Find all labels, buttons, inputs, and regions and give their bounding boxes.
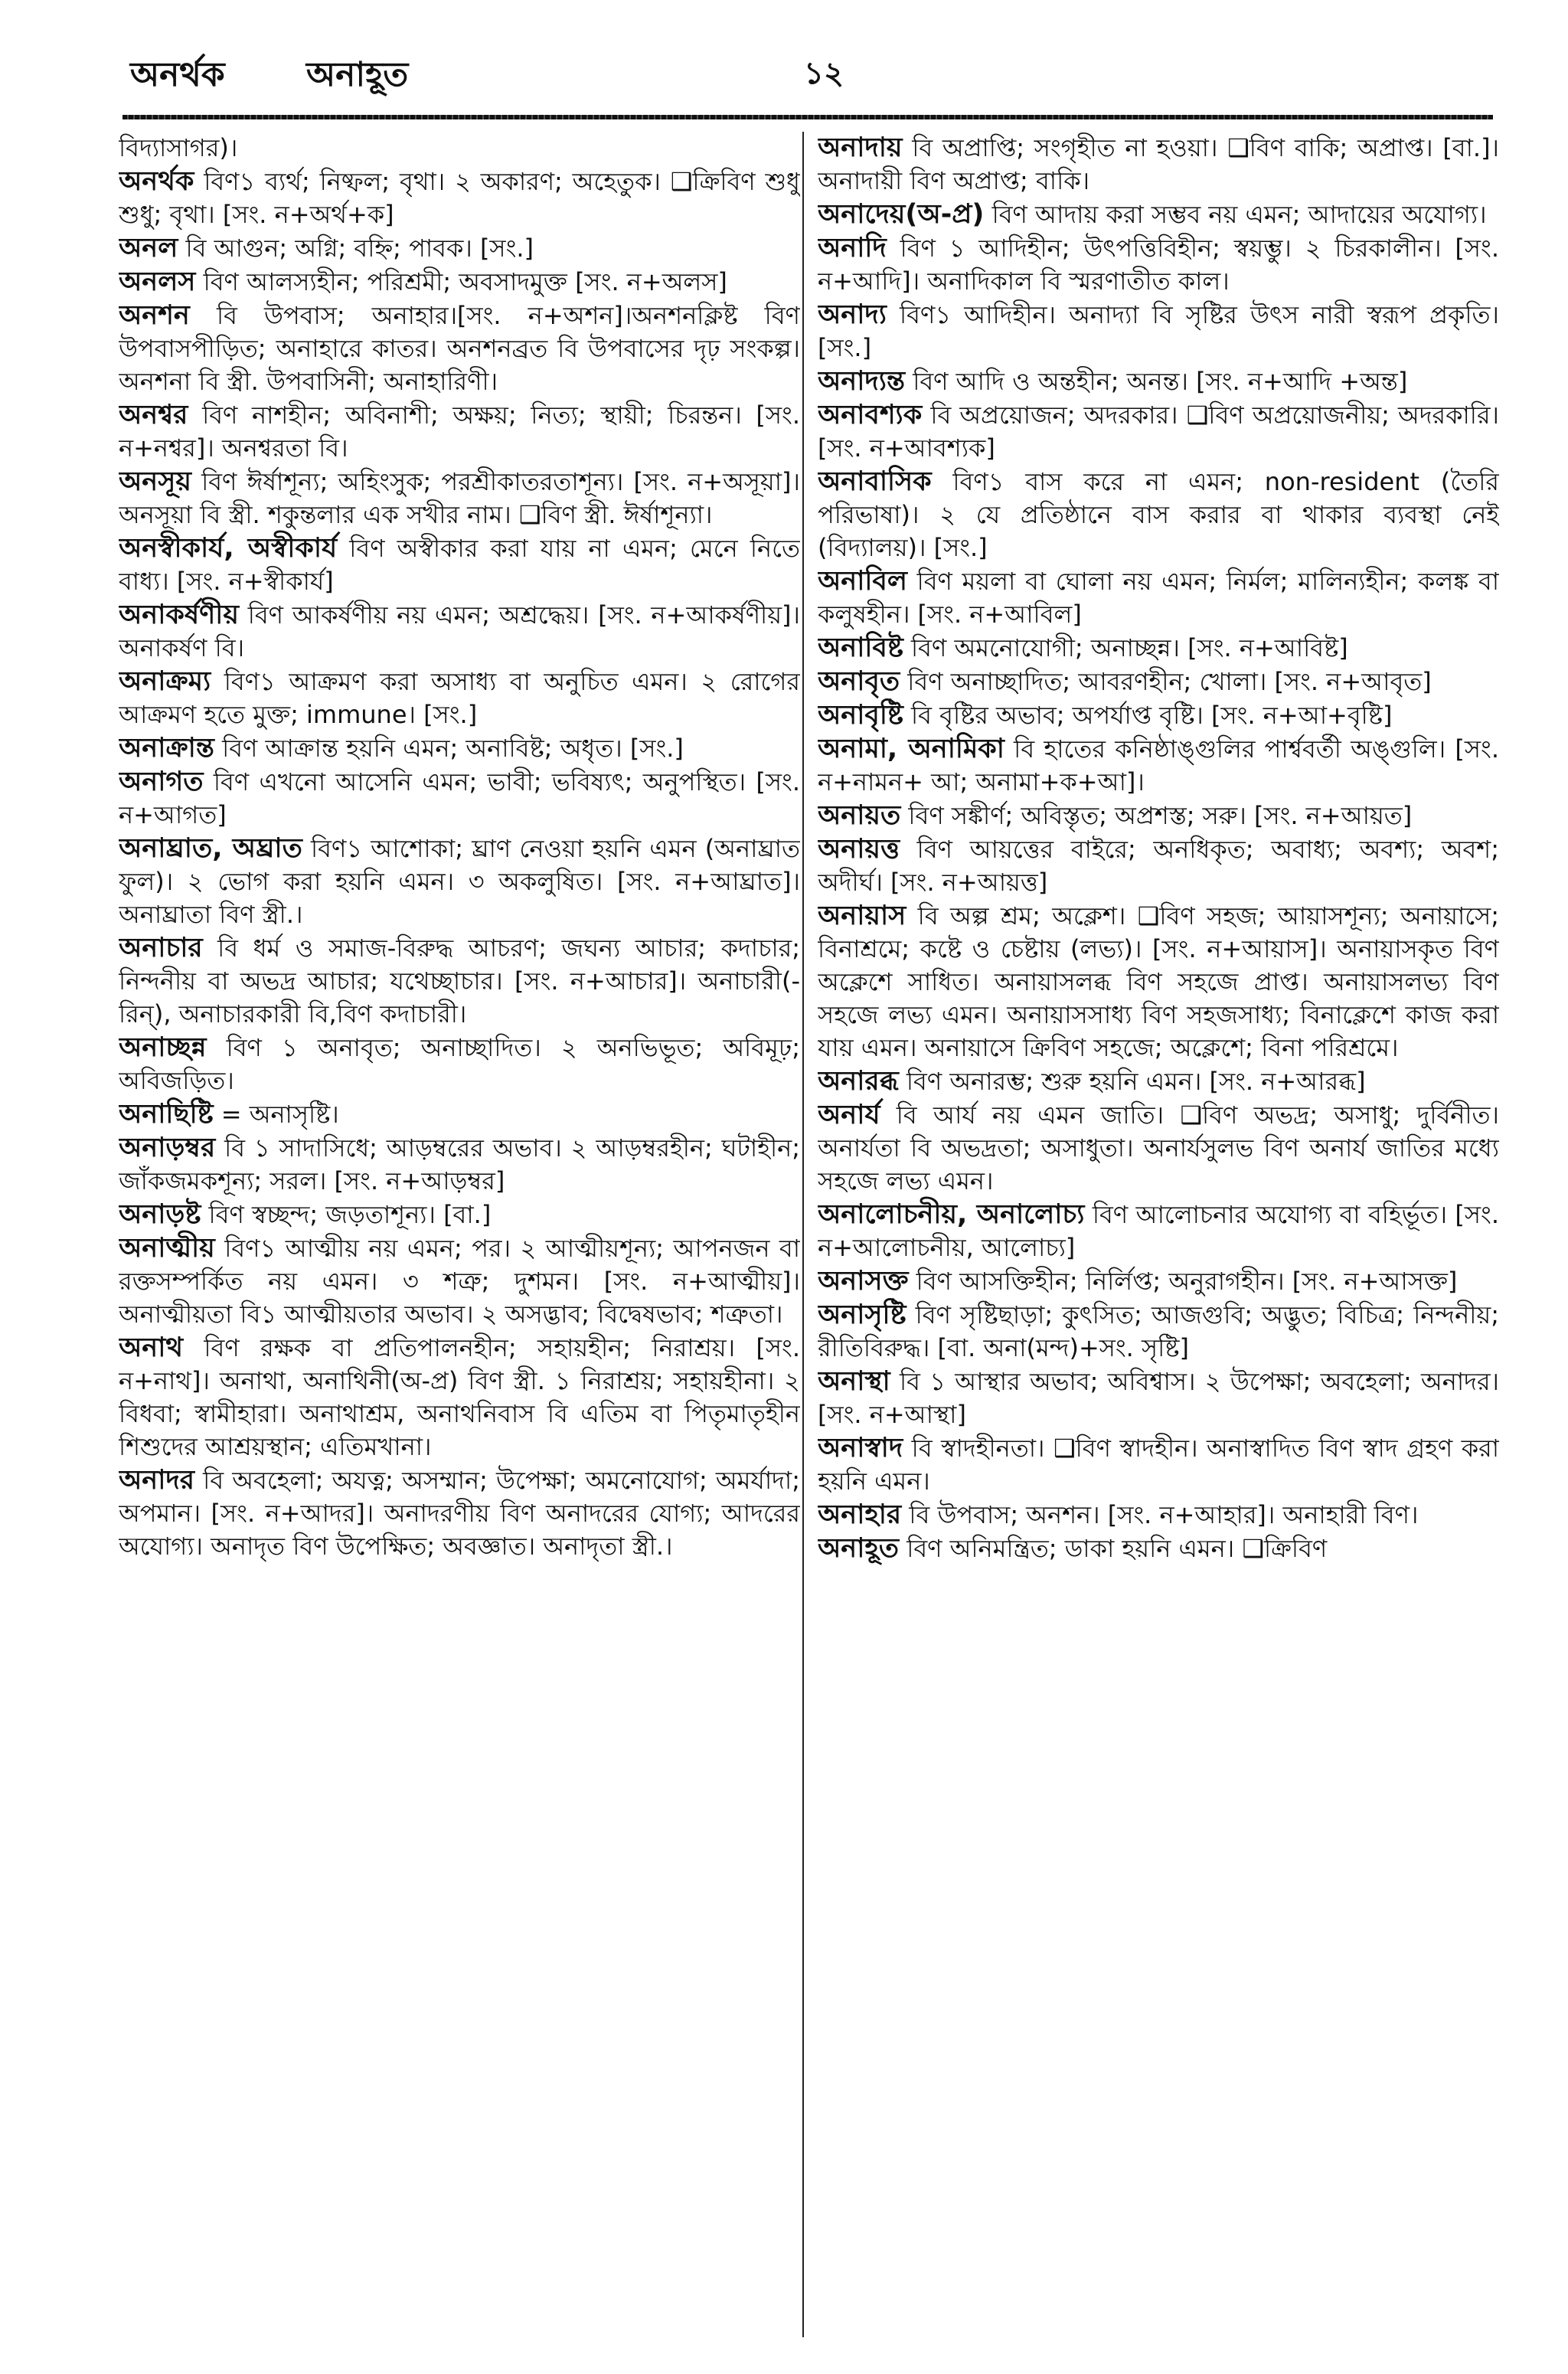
entry-headword: অনাস্বাদ	[818, 1433, 903, 1463]
entry-headword: অনল	[119, 233, 178, 263]
entry-headword: অনারব্ধ	[818, 1066, 899, 1097]
entry-definition: = অনাসৃষ্টি।	[213, 1100, 339, 1129]
entry-definition: বি অপ্রাপ্তি; সংগৃহীত না হওয়া। ❑বিণ বাকি; অপ্রাপ্ত। [বা.]। অনাদায়ী বিণ অপ্রাপ্ত; বাকি।	[818, 133, 1499, 195]
entry-definition: বি স্বাদহীনতা। ❑বিণ স্বাদহীন। অনাস্বাদিত বিণ স্বাদ গ্রহণ করা হয়নি এমন।	[818, 1434, 1499, 1496]
entry-headword: অনাদেয়(অ-প্র)	[818, 199, 985, 230]
dictionary-entry	[818, 900, 1499, 1064]
entry-definition: বি ১ আস্থার অভাব; অবিশ্বাস। ২ উপেক্ষা; অবহেলা; অনাদর। [সং. ন+আস্থা]	[818, 1367, 1499, 1429]
entry-headword: অনাবিল	[818, 566, 907, 597]
entry-definition: বিণ সঙ্কীর্ণ; অবিস্তৃত; অপ্রশস্ত; সরু। [সং. ন+আয়ত]	[900, 801, 1413, 830]
entry-headword: অনায়ত	[818, 800, 901, 831]
entry-headword: অনশন	[119, 300, 190, 331]
guide-word-last: অনাহূত	[306, 55, 409, 94]
entry-definition: বিণ ১ আদিহীন; উৎপত্তিবিহীন; স্বয়ম্ভু। ২ চিরকালীন। [সং. ন+আদি]। অনাদিকাল বি স্মরণাতীত কাল।	[818, 234, 1499, 296]
entry-definition: বিণ অনাচ্ছাদিত; আবরণহীন; খোলা। [সং. ন+আবৃত]	[900, 667, 1432, 696]
entry-definition: বিদ্যাসাগর)।	[119, 133, 238, 162]
dictionary-entry	[818, 1532, 1499, 1565]
dictionary-entry	[119, 232, 800, 265]
entry-headword: অনামা, অনামিকা	[818, 734, 1004, 764]
entry-definition: বি হাতের কনিষ্ঠাঙ্গুলির পার্শ্ববর্তী অঙ্গুলি। [সং. ন+নামন+ আ; অনামা+ক+আ]।	[818, 734, 1499, 796]
dictionary-entry	[119, 299, 800, 398]
entry-headword: অনাবৃত	[818, 666, 900, 697]
dictionary-entry	[818, 365, 1499, 398]
entry-definition: বিণ আলোচনার অযোগ্য বা বহির্ভূত। [সং. ন+আলোচনীয়, আলোচ্য]	[818, 1200, 1499, 1262]
entry-headword: অনাবশ্যক	[818, 400, 923, 430]
entry-headword: অনাবাসিক	[818, 466, 932, 497]
entry-headword: অনাদর	[119, 1465, 194, 1496]
entry-definition: বিণ ময়লা বা ঘোলা নয় এমন; নির্মল; মালিন্যহীন; কলঙ্ক বা কলুষহীন। [সং. ন+আবিল]	[818, 567, 1499, 629]
dictionary-entry	[119, 132, 800, 165]
entry-headword: অনর্থক	[119, 166, 194, 197]
entry-headword: অনাগত	[119, 767, 204, 797]
entry-headword: অনাকর্ষণীয়	[119, 600, 239, 630]
entry-definition: বিণ১ ব্যর্থ; নিষ্ফল; বৃথা। ২ অকারণ; অহেতুক। ❑ক্রিবিণ শুধু শুধু; বৃথা। [সং. ন+অর্থ+ক]	[119, 167, 800, 229]
entry-definition: বিণ আয়ত্তের বাইরে; অনধিকৃত; অবাধ্য; অবশ্য; অবশ; অদীর্ঘ। [সং. ন+আয়ত্ত]	[818, 835, 1499, 897]
dictionary-entry	[818, 733, 1499, 799]
entry-headword: অনাড়ম্বর	[119, 1133, 216, 1163]
dictionary-entry	[818, 466, 1499, 564]
entry-definition: বিণ১ আক্রমণ করা অসাধ্য বা অনুচিত এমন। ২ রোগের আক্রমণ হতে মুক্ত; immune। [সং.]	[119, 667, 800, 729]
dictionary-entry	[818, 232, 1499, 298]
entry-headword: অনাক্রান্ত	[119, 733, 214, 764]
dictionary-entry	[818, 132, 1499, 198]
entry-definition: বিণ অনারম্ভ; শুরু হয়নি এমন। [সং. ন+আরব্ধ]	[898, 1067, 1366, 1096]
entry-headword: অনায়াস	[818, 901, 906, 931]
entry-headword: অনাড়ষ্ট	[119, 1199, 201, 1230]
entry-definition: বিণ আক্রান্ত হয়নি এমন; অনাবিষ্ট; অধৃত। [সং.]	[214, 734, 684, 763]
entry-headword: অনাদি	[818, 233, 887, 263]
entry-headword: অনাবৃষ্টি	[818, 700, 903, 731]
dictionary-entry	[119, 1332, 800, 1463]
entry-headword: অনস্বীকার্য, অস্বীকার্য	[119, 533, 338, 564]
entry-definition: বি উপবাস; অনশন। [সং. ন+আহার]। অনাহারী বিণ।	[901, 1500, 1419, 1529]
dictionary-entry	[119, 466, 800, 531]
dictionary-entry	[818, 1299, 1499, 1365]
guide-word-first: অনর্থক	[130, 55, 225, 94]
entry-headword: অনাহার	[818, 1499, 902, 1530]
entry-definition: বিণ আলস্যহীন; পরিশ্রমী; অবসাদমুক্ত [সং. ন+অলস]	[195, 267, 727, 296]
entry-definition: বি আর্য নয় এমন জাতি। ❑বিণ অভদ্র; অসাধু; দুর্বিনীত। অনার্যতা বি অভদ্রতা; অসাধুতা। অনার্যসুলভ বিণ অনার্য জাতির মধ্যে সহজে লভ্য এমন।	[818, 1100, 1499, 1195]
dictionary-entry	[119, 766, 800, 832]
page-header	[130, 44, 1485, 113]
entry-headword: অনাছিষ্টি	[119, 1099, 214, 1130]
page-number: ১২	[804, 56, 844, 91]
entry-headword: অনাদায়	[818, 132, 903, 163]
entry-headword: অনাহূত	[818, 1533, 900, 1564]
dictionary-entry	[119, 599, 800, 665]
dictionary-entry	[818, 632, 1499, 665]
entry-definition: বিণ আসক্তিহীন; নির্লিপ্ত; অনুরাগহীন। [সং. ন+আসক্ত]	[908, 1267, 1458, 1296]
entry-definition: বি অল্প শ্রম; অক্লেশ। ❑বিণ সহজ; আয়াসশূন্য; অনায়াসে; বিনাশ্রমে; কষ্টে ও চেষ্টায় (লভ্য)। [সং. ন+আয়াস]। অনায়াসকৃত বিণ অক্লেশে সাধিত। অনায়াসলব্ধ বিণ সহজে প্রাপ্ত। অনায়াসলভ্য বিণ সহজে লভ্য এমন। অনায়াসসাধ্য বিণ সহজসাধ্য; বিনাক্লেশে কাজ করা যায় এমন। অনায়াসে ক্রিবিণ সহজে; অক্লেশে; বিনা পরিশ্রমে।	[818, 901, 1499, 1062]
entry-definition: বিণ সৃষ্টিছাড়া; কুৎসিত; আজগুবি; অদ্ভুত; বিচিত্র; নিন্দনীয়; রীতিবিরুদ্ধ। [বা. অনা(মন্দ)+সং. সৃষ্টি]	[818, 1300, 1499, 1362]
entry-definition: বিণ অস্বীকার করা যায় না এমন; মেনে নিতে বাধ্য। [সং. ন+স্বীকার্য]	[119, 534, 800, 596]
entry-headword: অনাথ	[119, 1333, 184, 1363]
entry-headword: অনাঘ্রাত, অঘ্রাত	[119, 833, 302, 864]
entry-headword: অনাবিষ্ট	[818, 633, 903, 663]
dictionary-entry	[119, 832, 800, 931]
entry-headword: অনাসৃষ্টি	[818, 1300, 906, 1330]
dictionary-entry	[119, 1232, 800, 1331]
entry-definition: বিণ১ আত্মীয় নয় এমন; পর। ২ আত্মীয়শূন্য; আপনজন বা রক্তসম্পর্কিত নয় এমন। ৩ শত্রু; দুশমন। [সং. ন+আত্মীয়]। অনাত্মীয়তা বি১ আত্মীয়তার অভাব। ২ অসদ্ভাব; বিদ্বেষভাব; শত্রুতা।	[119, 1234, 800, 1329]
dictionary-entry	[818, 1499, 1499, 1532]
header-rule	[122, 115, 1493, 119]
dictionary-entry	[818, 1265, 1499, 1298]
entry-definition: বি উপবাস; অনাহার।[সং. ন+অশন]।অনশনক্লিষ্ট বিণ উপবাসপীড়িত; অনাহারে কাতর। অনশনব্রত বি উপবাসের দৃঢ় সংকল্প। অনশনা বি স্ত্রী. উপবাসিনী; অনাহারিণী।	[119, 301, 800, 396]
entry-headword: অনশ্বর	[119, 400, 188, 430]
dictionary-entry	[818, 1065, 1499, 1098]
entry-definition: বিণ স্বচ্ছন্দ; জড়তাশূন্য। [বা.]	[201, 1200, 492, 1229]
dictionary-entry	[119, 732, 800, 765]
entry-definition: বিণ আদায় করা সম্ভব নয় এমন; আদায়ের অযোগ্য।	[984, 200, 1487, 229]
dictionary-entry	[818, 833, 1499, 899]
entry-headword: অনাদ্য	[818, 299, 887, 330]
dictionary-entry	[818, 1099, 1499, 1198]
entry-definition: বিণ ১ অনাবৃত; অনাচ্ছাদিত। ২ অনভিভূত; অবিমূঢ়; অবিজড়িত।	[119, 1033, 800, 1095]
entry-definition: বিণ অনিমন্ত্রিত; ডাকা হয়নি এমন। ❑ক্রিবিণ	[899, 1534, 1328, 1563]
entry-headword: অনাস্থা	[818, 1366, 890, 1397]
dictionary-entry	[818, 1365, 1499, 1431]
dictionary-entry	[119, 1464, 800, 1563]
dictionary-entry	[119, 399, 800, 465]
entry-headword: অনাচার	[119, 933, 203, 963]
dictionary-entry	[119, 1098, 800, 1131]
entry-definition: বি ধর্ম ও সমাজ-বিরুদ্ধ আচরণ; জঘন্য আচার; কদাচার; নিন্দনীয় বা অভদ্র আচার; যথেচ্ছাচার। [সং. ন+আচার]। অনাচারী(-রিন্), অনাচারকারী বি,বিণ কদাচারী।	[119, 934, 800, 1028]
entry-headword: অনায়ত্ত	[818, 834, 900, 865]
dictionary-entry	[119, 1032, 800, 1097]
column-divider	[802, 132, 804, 2337]
entry-headword: অনালোচনীয়, অনালোচ্য	[818, 1199, 1085, 1230]
entry-headword: অনলস	[119, 267, 196, 297]
right-column	[818, 132, 1499, 2337]
entry-headword: অনাচ্ছন্ন	[119, 1032, 207, 1063]
entry-definition: বি ১ সাদাসিধে; আড়ম্বরের অভাব। ২ আড়ম্বরহীন; ঘটাহীন; জাঁকজমকশূন্য; সরল। [সং. ন+আড়ম্বর]	[119, 1133, 800, 1195]
dictionary-entry	[119, 1132, 800, 1198]
entry-definition: বিণ রক্ষক বা প্রতিপালনহীন; সহায়হীন; নিরাশ্রয়। [সং. ন+নাথ]। অনাথা, অনাথিনী(অ-প্র) বিণ স্ত্রী. ১ নিরাশ্রয়; সহায়হীনা। ২ বিধবা; স্বামীহারা। অনাথাশ্রম, অনাথনিবাস বি এতিম বা পিতৃমাতৃহীন শিশুদের আশ্রয়স্থান; এতিমখানা।	[119, 1333, 800, 1461]
dictionary-entry	[119, 266, 800, 299]
entry-definition: বি অপ্রয়োজন; অদরকার। ❑বিণ অপ্রয়োজনীয়; অদরকারি। [সং. ন+আবশ্যক]	[818, 401, 1499, 463]
dictionary-entry	[818, 1198, 1499, 1264]
entry-definition: বিণ১ বাস করে না এমন; non-resident (তৈরি পরিভাষা)। ২ যে প্রতিষ্ঠানে বাস করার বা থাকার ব্যবস্থা নেই (বিদ্যালয়)। [সং.]	[818, 467, 1499, 562]
dictionary-entry	[119, 165, 800, 231]
entry-headword: অনার্য	[818, 1100, 880, 1130]
dictionary-entry	[119, 1198, 800, 1231]
dictionary-entry	[818, 299, 1499, 365]
entry-headword: অনাদ্যন্ত	[818, 366, 906, 397]
entry-definition: বিণ১ আদিহীন। অনাদ্যা বি সৃষ্টির উৎস নারী স্বরূপ প্রকৃতি। [সং.]	[818, 300, 1499, 362]
entry-definition: বিণ আকর্ষণীয় নয় এমন; অশ্রদ্ধেয়। [সং. ন+আকর্ষণীয়]। অনাকর্ষণ বি।	[119, 600, 800, 662]
entry-definition: বিণ নাশহীন; অবিনাশী; অক্ষয়; নিত্য; স্থায়ী; চিরন্তন। [সং. ন+নশ্বর]। অনশ্বরতা বি।	[119, 401, 800, 463]
dictionary-entry	[818, 665, 1499, 698]
dictionary-entry	[119, 932, 800, 1031]
dictionary-entry	[818, 699, 1499, 732]
dictionary-entry	[818, 1432, 1499, 1498]
entry-definition: বিণ ঈর্ষাশূন্য; অহিংসুক; পরশ্রীকাতরতাশূন্য। [সং. ন+অসূয়া]। অনসূয়া বি স্ত্রী. শকুন্তলার এক সখীর নাম। ❑বিণ স্ত্রী. ঈর্ষাশূন্যা।	[119, 467, 800, 529]
dictionary-entry	[119, 665, 800, 731]
entry-definition: বিণ অমনোযোগী; অনাচ্ছন্ন। [সং. ন+আবিষ্ট]	[903, 633, 1348, 662]
entry-definition: বি বৃষ্টির অভাব; অপর্যাপ্ত বৃষ্টি। [সং. ন+আ+বৃষ্টি]	[903, 701, 1393, 730]
left-column	[119, 132, 800, 2337]
entry-headword: অনসূয়	[119, 466, 191, 497]
entry-headword: অনাত্মীয়	[119, 1233, 215, 1264]
entry-definition: বিণ আদি ও অন্তহীন; অনন্ত। [সং. ন+আদি +অন্ত]	[905, 367, 1408, 396]
dictionary-entry	[818, 198, 1499, 231]
entry-headword: অনাক্রম্য	[119, 666, 211, 697]
dictionary-entry	[818, 399, 1499, 465]
dictionary-entry	[818, 565, 1499, 631]
entry-headword: অনাসক্ত	[818, 1266, 909, 1297]
entry-definition: বি আগুন; অগ্নি; বহ্নি; পাবক। [সং.]	[178, 234, 534, 263]
dictionary-entry	[818, 800, 1499, 832]
dictionary-entry	[119, 532, 800, 598]
entry-definition: বি অবহেলা; অযত্ন; অসম্মান; উপেক্ষা; অমনোযোগ; অমর্যাদা; অপমান। [সং. ন+আদর]। অনাদরণীয় বিণ অনাদরের যোগ্য; আদরের অযোগ্য। অনাদৃত বিণ উপেক্ষিত; অবজ্ঞাত। অনাদৃতা স্ত্রী.।	[119, 1466, 800, 1561]
entry-definition: বিণ এখনো আসেনি এমন; ভাবী; ভবিষ্যৎ; অনুপস্থিত। [সং. ন+আগত]	[119, 767, 800, 829]
entry-definition: বিণ১ আশোকা; ঘ্রাণ নেওয়া হয়নি এমন (অনাঘ্রাত ফুল)। ২ ভোগ করা হয়নি এমন। ৩ অকলুষিত। [সং. ন+আঘ্রাত]। অনাঘ্রাতা বিণ স্ত্রী.।	[119, 834, 800, 929]
